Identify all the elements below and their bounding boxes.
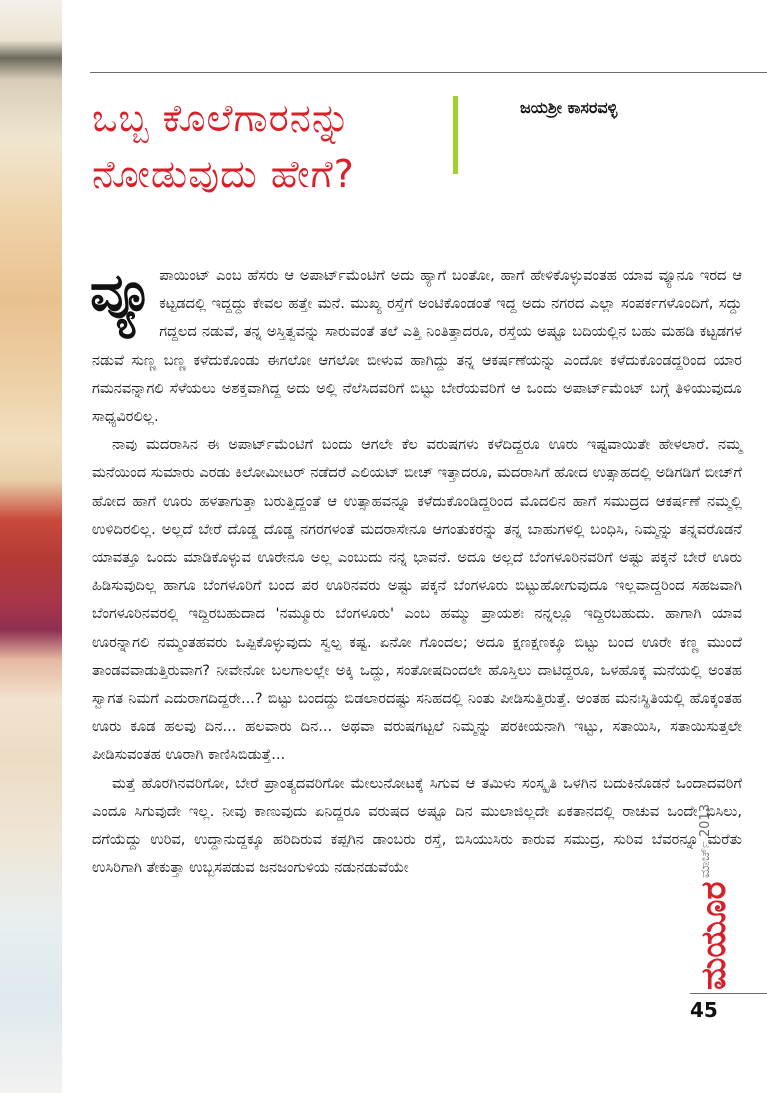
issue-date: ಮಾರ್ಚ್ 2013 [698, 804, 713, 878]
title-accent-bar [453, 96, 458, 174]
page-number: 45 [690, 998, 718, 1022]
header-divider [90, 72, 767, 73]
article-title [92, 90, 452, 202]
title-line-1: ಒಬ್ಬ ಕೊಲೆಗಾರನನ್ನು [92, 96, 352, 140]
paragraph-2: ನಾವು ಮದರಾಸಿನ ಈ ಅಪಾರ್ಟ್‌ಮೆಂಟಿಗೆ ಬಂದು ಆಗಲೇ ಕೆಲ ವರುಷಗಳು ಕಳೆದಿದ್ದರೂ ಊರು ಇಷ್ಟವಾಯಿತೇ ಹೇಳಲಾರೆ. ನಮ್ಮ ಮನೆಯಿಂದ ಸುಮಾರು ಎರಡು ಕಿಲೋಮೀಟರ್ ನಡೆದರೆ ಎಲಿಯಟ್ ಬೀಚ್ ಇತ್ತಾದರೂ, ಮದರಾಸಿಗೆ ಹೋದ ಉತ್ಸಾಹದಲ್ಲಿ ಅಡಿಗಡಿಗೆ ಬೀಚ್‌ಗೆ ಹೋದ ಹಾಗೆ ಊರು ಹಳತಾಗುತ್ತಾ ಬರುತ್ತಿದ್ದಂತೆ ಆ ಉತ್ಸಾಹವನ್ನೂ ಕಳೆದುಕೊಂಡಿದ್ದರಿಂದ ಮೊದಲಿನ ಹಾಗೆ ಸಮುದ್ರದ ಆಕರ್ಷಣೆ ನಮ್ಮಲ್ಲಿ ಉಳಿದಿರಲಿಲ್ಲ. ಅಲ್ಲದೆ ಬೇರೆ ದೊಡ್ಡ ದೊಡ್ಡ ನಗರಗಳಂತೆ ಮದರಾಸೇನೂ ಆಗಂತುಕರನ್ನು ತನ್ನ ಬಾಹುಗಳಲ್ಲಿ ಬಂಧಿಸಿ, ನಿಮ್ಮನ್ನು ತನ್ನವರೊಡನೆ ಯಾವತ್ತೂ ಒಂದು ಮಾಡಿಕೊಳ್ಳುವ ಊರೇನೂ ಅಲ್ಲ ಎಂಬುದು ನನ್ನ ಭಾವನೆ. ಅದೂ ಅಲ್ಲದೆ ಬೆಂಗಳೂರಿನವರಿಗೆ ಅಷ್ಟು ಪಕ್ಕನೆ ಬೇರೆ ಊರು ಹಿಡಿಸುವುದಿಲ್ಲ ಹಾಗೂ ಬೆಂಗಳೂರಿಗೆ ಬಂದ ಪರ ಊರಿನವರು ಅಷ್ಟು ಪಕ್ಕನೆ ಬೆಂಗಳೂರು ಬಿಟ್ಟುಹೋಗುವುದೂ ಇಲ್ಲವಾದ್ದರಿಂದ ಸಹಜವಾಗಿ ಬೆಂಗಳೂರಿನವರಲ್ಲಿ ಇದ್ದಿರಬಹುದಾದ 'ನಮ್ಮೂರು ಬೆಂಗಳೂರು' ಎಂಬ ಹಮ್ಮು ಪ್ರಾಯಶಃ ನನ್ನಲ್ಲೂ ಇದ್ದಿರಬಹುದು. ಹಾಗಾಗಿ ಯಾವ ಊರನ್ನಾಗಲಿ ನಮ್ಮಂತಹವರು ಒಪ್ಪಿಕೊಳ್ಳುವುದು ಸ್ವಲ್ಪ ಕಷ್ಟ. ಏನೋ ಗೊಂದಲ; ಅದೂ ಕ್ಷಣಕ್ಷಣಕ್ಕೂ ಬಿಟ್ಟು ಬಂದ ಊರೇ ಕಣ್ಣ ಮುಂದೆ ತಾಂಡವವಾಡುತ್ತಿರುವಾಗ? ನೀವೇನೋ ಬಲಗಾಲಲ್ಲೇ ಅಕ್ಕಿ ಒದ್ದು, ಸಂತೋಷದಿಂದಲೇ ಹೊಸ್ತಿಲು ದಾಟಿದ್ದರೂ, ಒಳಹೊಕ್ಕ ಮನೆಯಲ್ಲಿ ಅಂತಹ ಸ್ವಾಗತ ನಿಮಗೆ ಎದುರಾಗದಿದ್ದರೇ...? ಬಿಟ್ಟು ಬಂದದ್ದು ಬಿಡಲಾರದಷ್ಟು ಸನಿಹದಲ್ಲಿ ನಿಂತು ಪೀಡಿಸುತ್ತಿರುತ್ತೆ. ಅಂತಹ ಮನಃಸ್ಥಿತಿಯಲ್ಲಿ ಹೊಕ್ಕಂತಹ ಊರು ಕೂಡ ಹಲವು ದಿನ... ಹಲವಾರು ದಿನ... ಅಥವಾ ವರುಷಗಟ್ಟಲೆ ನಿಮ್ಮನ್ನು ಪರಕೀಯನಾಗಿ ಇಟ್ಟು, ಸತಾಯಿಸಿ, ಸತಾಯಿಸುತ್ತಲೇ ಪೀಡಿಸುವಂತಹ ಊರಾಗಿ ಕಾಣಿಸಿಬಿಡುತ್ತೆ... [92, 436, 742, 764]
paragraph-3: ಮತ್ತೆ ಹೊರಗಿನವರಿಗೋ, ಬೇರೆ ಪ್ರಾಂತ್ಯದವರಿಗೋ ಮೇಲುನೋಟಕ್ಕೆ ಸಿಗುವ ಆ ತಮಿಳು ಸಂಸ್ಕೃತಿ ಒಳಗಿನ ಬದುಕಿನೊಡನೆ ಒಂದಾದವರಿಗೆ ಎಂದೂ ಸಿಗುವುದೇ ಇಲ್ಲ. ನೀವು ಕಾಣುವುದು ಏನಿದ್ದರೂ ವರುಷದ ಅಷ್ಟೂ ದಿನ ಮುಲಾಜಿಲ್ಲದೇ ಏಕತಾನದಲ್ಲಿ ರಾಚುವ ಒಂದೇ ಬಿಸಿಲು, ದಗೆಯೆದ್ದು ಉರಿವ, ಉದ್ದಾನುದ್ದಕ್ಕೂ ಹರಿದಿರುವ ಕಪ್ಪಗಿನ ಡಾಂಬರು ರಸ್ತೆ, ಬಿಸಿಯುಸಿರು ಕಾರುವ ಸಮುದ್ರ, ಸುರಿವ ಬೆವರನ್ನೂ ಮರೆತು ಉಸಿರಿಗಾಗಿ ತೇಕುತ್ತಾ ಉಬ್ಬಸಪಡುವ ಜನಜಂಗುಳಿಯ ನಡುನಡುವೆಯೇ [92, 774, 742, 877]
article-body [92, 262, 742, 882]
decorative-artwork-strip [0, 0, 62, 1093]
footer-divider [690, 993, 767, 994]
title-line-2: ನೋಡುವುದು ಹೇಗೆ? [92, 152, 355, 196]
paragraph-1-text: ಪಾಯಿಂಟ್ ಎಂಬ ಹೆಸರು ಆ ಅಪಾರ್ಟ್‌ಮೆಂಟಿಗೆ ಅದು ಹ್ಯಾಗೆ ಬಂತೋ, ಹಾಗೆ ಹೇಳಿಕೊಳ್ಳುವಂತಹ ಯಾವ ವ್ಯೂನೂ ಇರದ ಆ ಕಟ್ಟಡದಲ್ಲಿ ಇದ್ದದ್ದು ಕೇವಲ ಹತ್ತೇ ಮನೆ. ಮುಖ್ಯ ರಸ್ತೆಗೆ ಅಂಟಿಕೊಂಡಂತೆ ಇದ್ದ ಅದು ನಗರದ ಎಲ್ಲಾ ಸಂಪರ್ಕಗಳೊಂದಿಗೆ, ಸದ್ದು ಗದ್ದಲದ ನಡುವೆ, ತನ್ನ ಅಸ್ತಿತ್ವವನ್ನು ಸಾರುವಂತೆ ತಲೆ ಎತ್ತಿ ನಿಂತಿತ್ತಾದರೂ, ರಸ್ತೆಯ ಅಷ್ಟೂ ಬದಿಯಲ್ಲಿನ ಬಹು ಮಹಡಿ ಕಟ್ಟಡಗಳ ನಡುವೆ ಸುಣ್ಣ ಬಣ್ಣ ಕಳೆದುಕೊಂಡು ಈಗಲೋ ಆಗಲೋ ಬೀಳುವ ಹಾಗಿದ್ದು ತನ್ನ ಆಕರ್ಷಣೆಯನ್ನು ಎಂದೋ ಕಳೆದುಕೊಂಡದ್ದರಿಂದ ಯಾರ ಗಮನವನ್ನಾಗಲಿ ಸೆಳೆಯಲು ಅಶಕ್ತವಾಗಿದ್ದ ಅದು ಅಲ್ಲಿ ನೆಲೆಸಿದವರಿಗೆ ಬಿಟ್ಟು ಬೇರೆಯವರಿಗೆ ಆ ಒಂದು ಅಪಾರ್ಟ್‌ಮೆಂಟ್ ಬಗ್ಗೆ ತಿಳಿಯುವುದೂ ಸಾಧ್ಯವಿರಲಿಲ್ಲ. [92, 267, 742, 426]
drop-cap: ವ್ಯೂ [90, 263, 154, 323]
paragraph-1 [92, 262, 742, 431]
magazine-logo: ಮಯೂರ [694, 881, 734, 990]
author-name: ಜಯಶ್ರೀ ಕಾಸರವಳ್ಳಿ [520, 98, 618, 117]
